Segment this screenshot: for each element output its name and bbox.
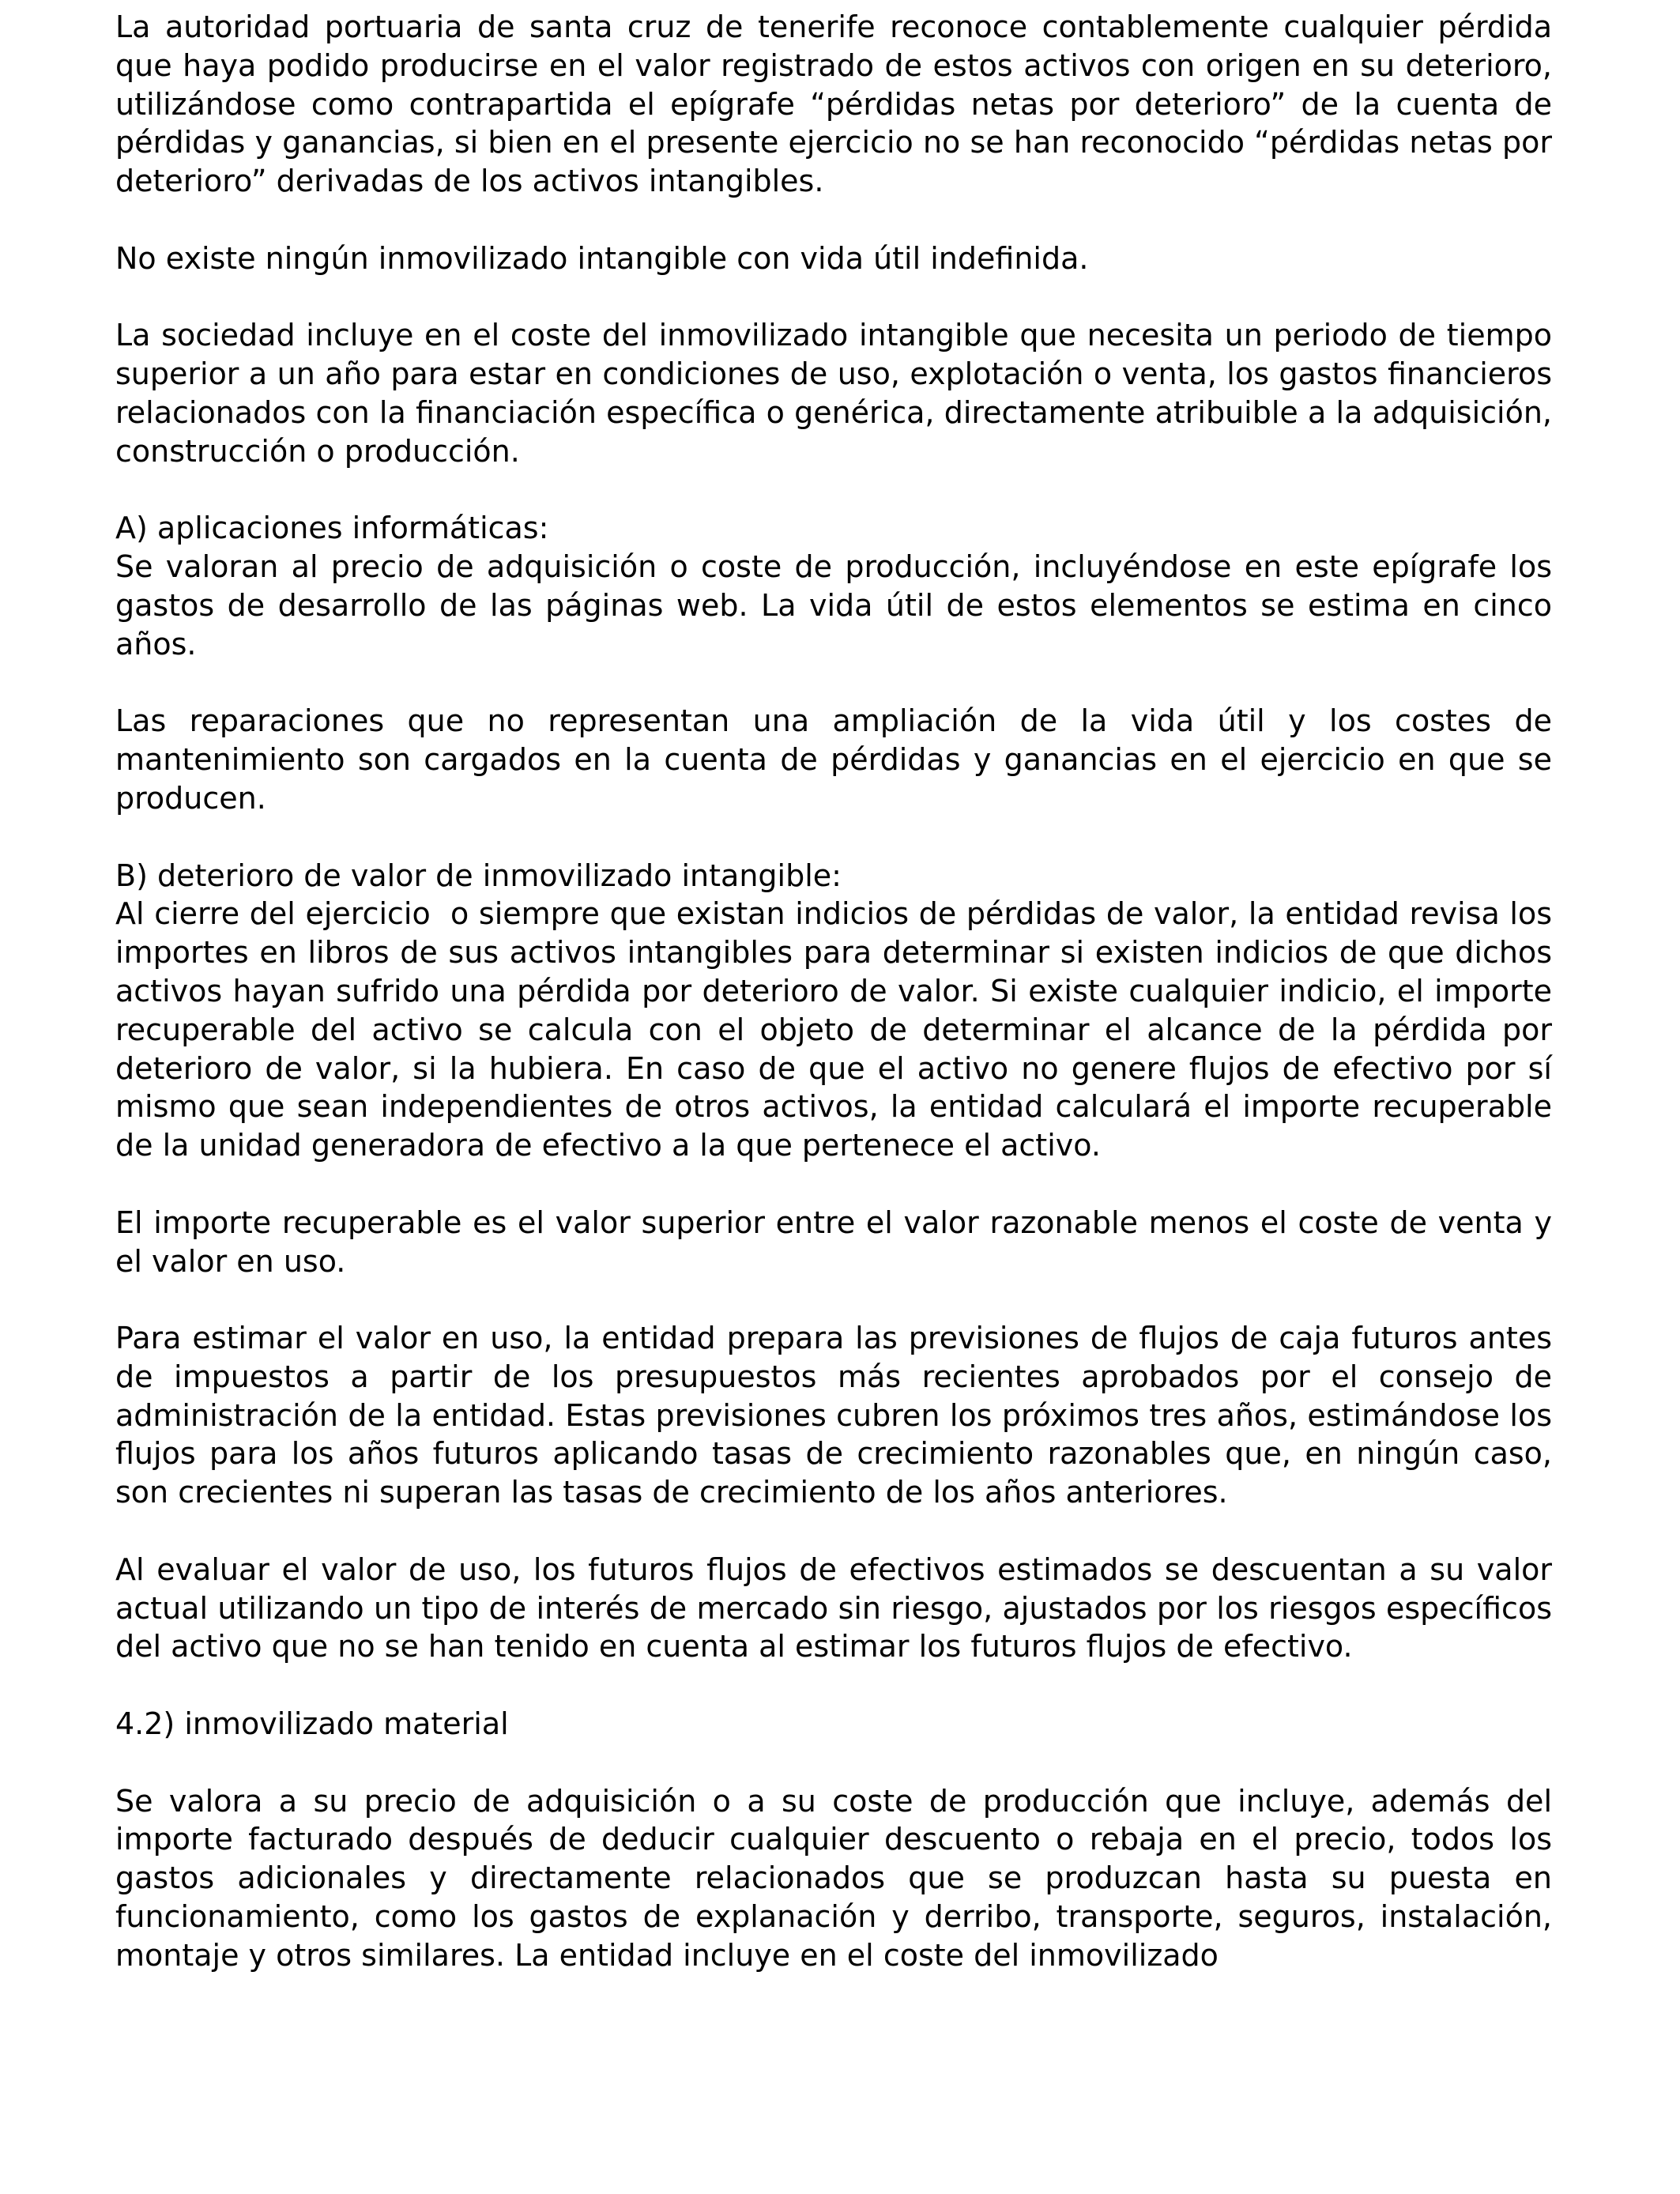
paragraph-no-indefinite-life: No existe ningún inmovilizado intangible con vida útil indefinida. [115,240,1089,276]
spacer [115,278,1552,317]
spacer [115,471,1552,510]
spacer [115,1744,1552,1782]
section-b-text: Al cierre del ejercicio o siempre que existan indicios de pérdidas de valor, la entidad revisa los importes en libros de sus activos intangibles para determinar si existen indicios de que dichos activos hayan sufrido una pérdida por deterioro de valor. Si existe cualquier indicio, el importe recuperable del activo se calcula con el objeto de determinar el alcance de la pérdida por deterioro de valor, si la hubiera. En caso de que el activo no genere flujos de efectivo por sí mismo que sean independientes de otros activos, la entidad calculará el importe recuperable de la unidad generadora de efectivo a la que pertenece el activo. [115,896,1562,1163]
section-4-2-heading: 4.2) inmovilizado material [115,1706,509,1742]
section-a-repairs-text: Las reparaciones que no representan una ampliación de la vida útil y los costes de mantenimiento son cargados en la cuenta de pérdidas y ganancias en el ejercicio en que se producen. [115,703,1562,816]
section-b-discounting: Al evaluar el valor de uso, los futuros flujos de efectivos estimados se descuentan a su valor actual utilizando un tipo de interés de mercado sin riesgo, ajustados por los riesgos específicos del activo que no se han tenido en cuenta al estimar los futuros flujos de efectivo. [115,1551,1562,1664]
spacer [115,1666,1552,1705]
spacer [115,664,1552,703]
spacer [115,201,1552,239]
section-a-text: Se valoran al precio de adquisición o coste de producción, incluyéndose en este epígrafe los gastos de desarrollo de las páginas web. La vida útil de estos elementos se estima en cinco años. [115,549,1562,662]
section-b-value-in-use: Para estimar el valor en uso, la entidad prepara las previsiones de flujos de caja futuros antes de impuestos a partir de los presupuestos más recientes aprobados por el consejo de administración de la entidad. Estas previsiones cubren los próximos tres años, estimándose los flujos para los años futuros aplicando tasas de crecimiento razonables que, en ningún caso, son crecientes ni superan las tasas de crecimiento de los años anteriores. [115,1321,1562,1510]
section-a-heading: A) aplicaciones informáticas: [115,511,549,546]
spacer [115,1165,1552,1204]
document-page [115,8,1562,1975]
paragraph-impairment-recognition: La autoridad portuaria de santa cruz de tenerife reconoce contablemente cualquier pérdida que haya podido producirse en el valor registrado de estos activos con origen en su deterioro, utilizándose como contrapartida el epígrafe “pérdidas netas por deterioro” de la cuenta de pérdidas y ganancias, si bien en el presente ejercicio no se han reconocido “pérdidas netas por deterioro” derivadas de los activos intangibles. [115,9,1562,199]
spacer [115,1280,1552,1319]
paragraph-financial-costs: La sociedad incluye en el coste del inmovilizado intangible que necesita un periodo de tiempo superior a un año para estar en condiciones de uso, explotación o venta, los gastos financieros relacionados con la financiación específica o genérica, directamente atribuible a la adquisición, construcción o producción. [115,318,1562,469]
section-4-2-text: Se valora a su precio de adquisición o a su coste de producción que incluye, además del importe facturado después de deducir cualquier descuento o rebaja en el precio, todos los gastos adicionales y directamente relacionados que se produzcan hasta su puesta en funcionamiento, como los gastos de explanación y derribo, transporte, seguros, instalación, montaje y otros similares. La entidad incluye en el coste del inmovilizado [115,1783,1562,1973]
spacer [115,1512,1552,1551]
section-b-recoverable-amount: El importe recuperable es el valor superior entre el valor razonable menos el coste de venta y el valor en uso. [115,1204,1562,1279]
spacer [115,818,1552,857]
section-b-heading: B) deterioro de valor de inmovilizado intangible: [115,858,842,893]
